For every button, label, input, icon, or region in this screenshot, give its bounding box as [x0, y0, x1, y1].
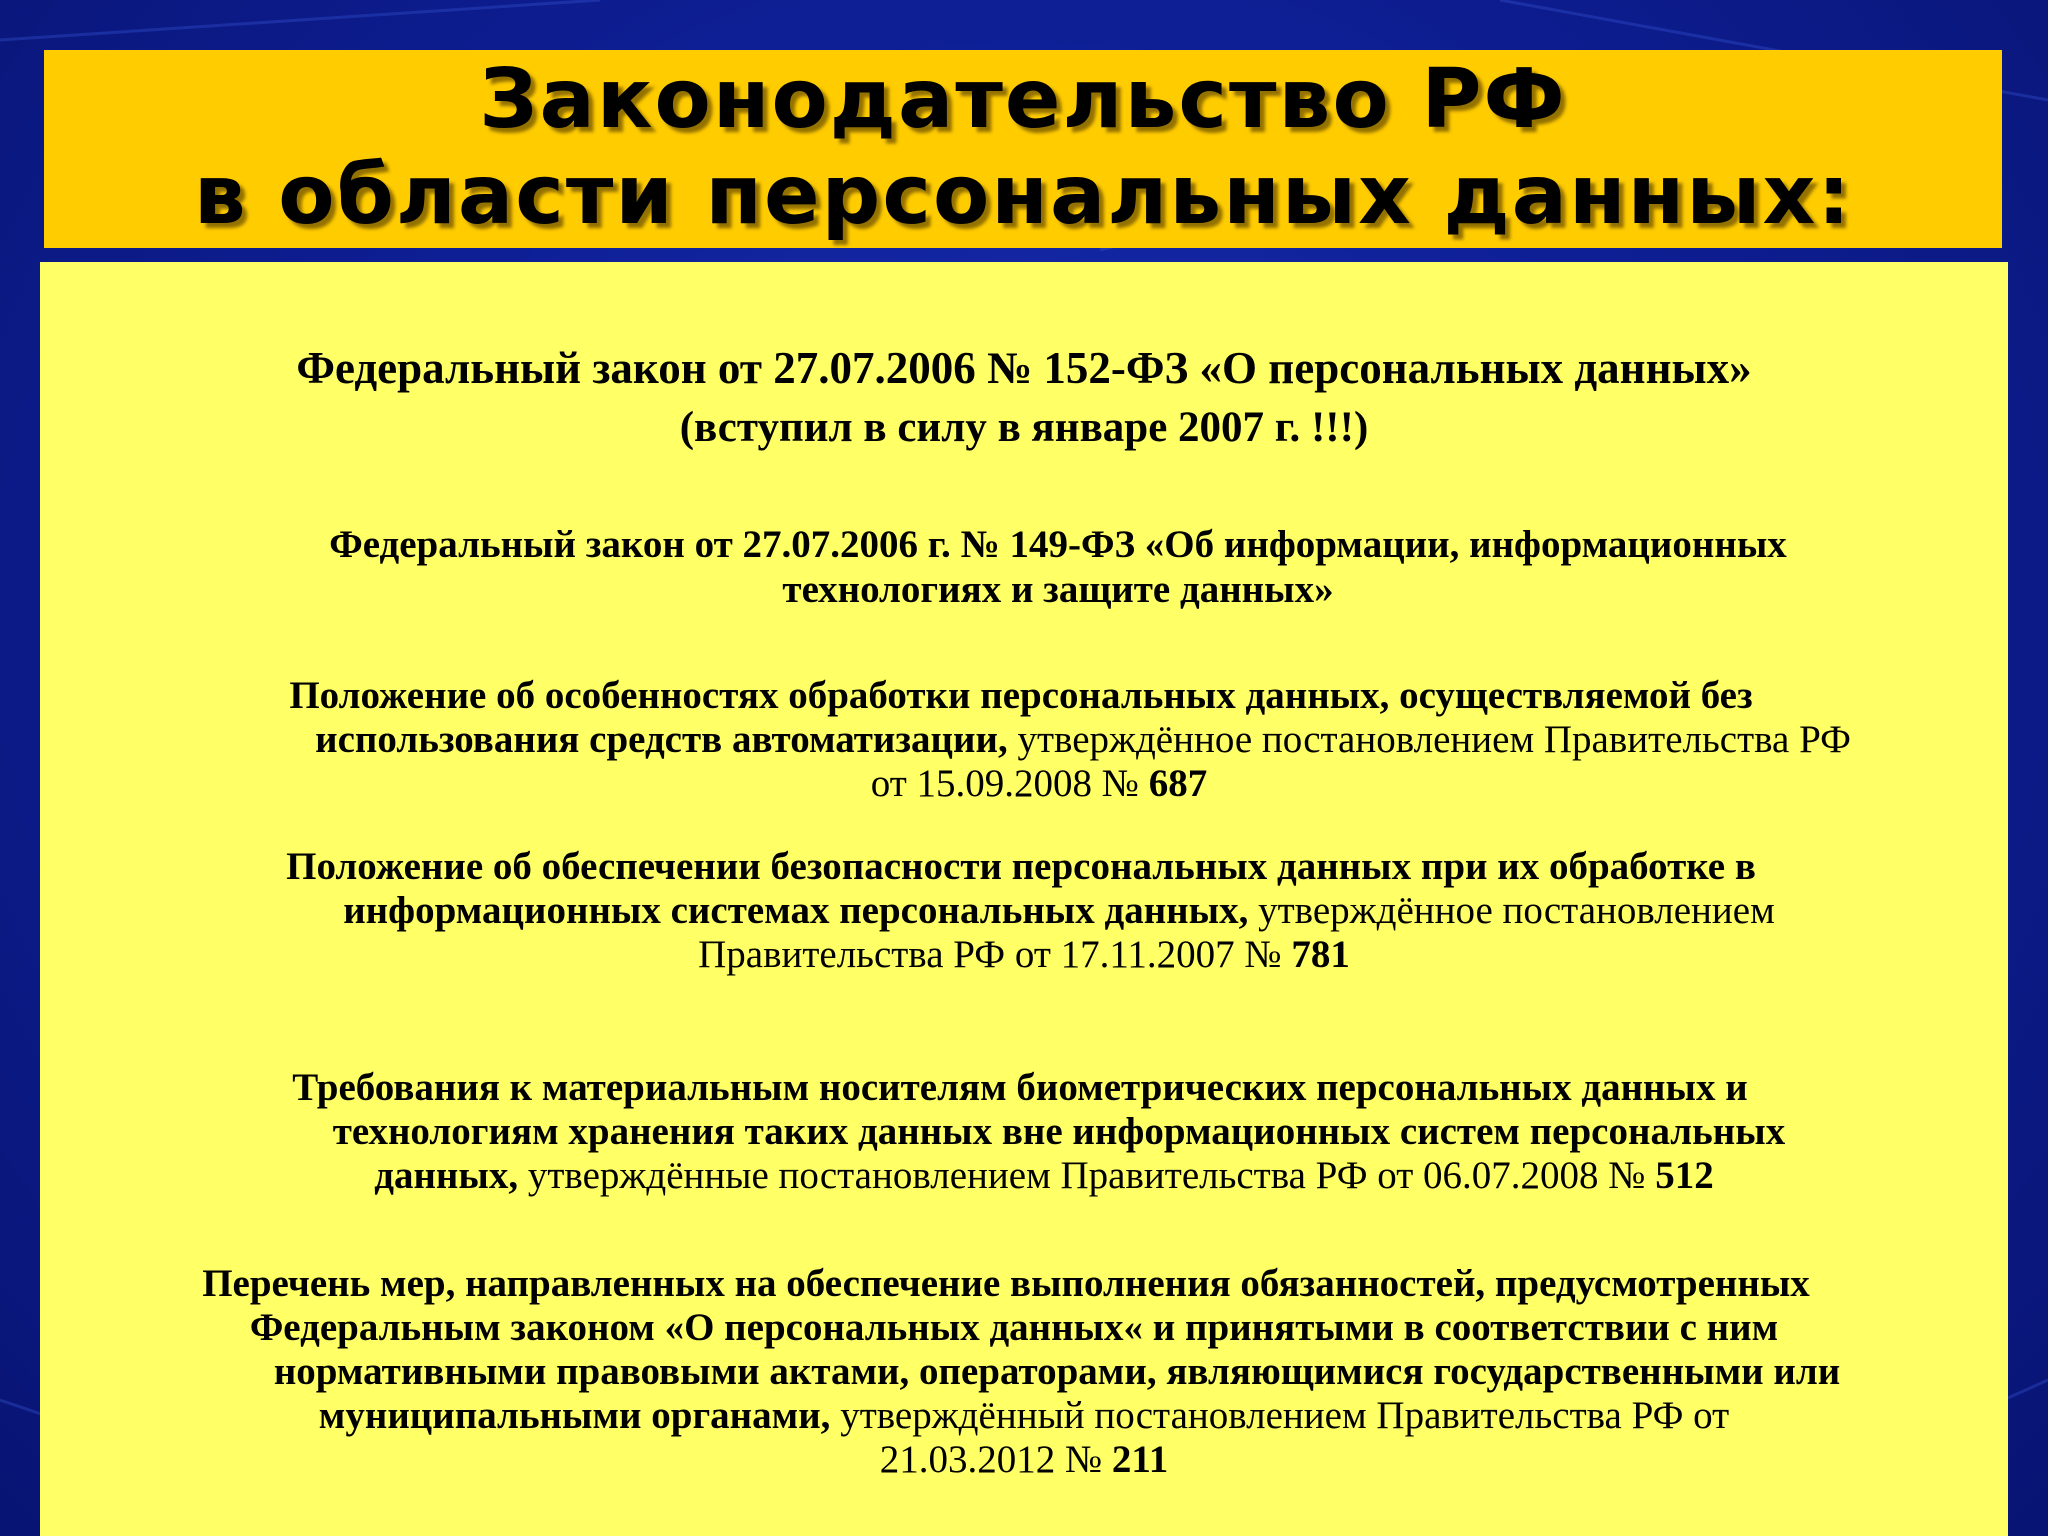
law-152-note: (вступил в силу в январе 2007 г. !!!) [679, 404, 1369, 451]
measures-211-line-1: Перечень мер, направленных на обеспечение выполнения обязанностей, предусмотренных [202, 1262, 1810, 1305]
title-line-2: в области персональных данных: [193, 148, 1853, 243]
measures-211-line-4: муниципальными органами, утверждённый постановлением Правительства РФ от [318, 1394, 1730, 1437]
regulation-781-line-2: информационных системах персональных данных, утверждённое постановлением [343, 889, 1775, 932]
regulation-781 [40, 845, 2008, 977]
measures-211-line-3: нормативными правовыми актами, операторами, являющимися государственными или [273, 1350, 1841, 1393]
requirements-512-line-1: Требования к материальным носителям биометрических персональных данных и [292, 1066, 1748, 1109]
law-152-fz [40, 338, 2008, 458]
requirements-512-line-3: данных, утверждённые постановлением Правительства РФ от 06.07.2008 № 512 [374, 1154, 1714, 1197]
measures-211-line-2: Федеральным законом «О персональных данных« и принятыми в соответствии с ним [249, 1306, 1779, 1349]
law-152-title: Федеральный закон от 27.07.2006 № 152-ФЗ «О персональных данных» [296, 343, 1752, 393]
law-149-line-1: Федеральный закон от 27.07.2006 г. № 149-ФЗ «Об информации, информационных [329, 523, 1787, 566]
regulation-687-line-1: Положение об особенностях обработки персональных данных, осуществляемой без [289, 674, 1753, 717]
content-panel [40, 262, 2008, 1536]
slide-title [44, 50, 2002, 248]
regulation-687 [40, 674, 2008, 806]
law-149-line-2: технологиях и защите данных» [782, 568, 1334, 611]
regulation-781-line-3: Правительства РФ от 17.11.2007 № 781 [698, 933, 1350, 976]
regulation-687-line-2: использования средств автоматизации, утверждённое постановлением Правительства РФ [315, 718, 1851, 761]
title-line-1: Законодательство РФ [479, 52, 1567, 147]
regulation-687-line-3: от 15.09.2008 № 687 [870, 762, 1208, 805]
regulation-781-line-1: Положение об обеспечении безопасности персональных данных при их обработке в [286, 845, 1756, 888]
requirements-512 [40, 1066, 2008, 1198]
measures-211-line-5: 21.03.2012 № 211 [879, 1438, 1169, 1481]
law-149-fz [40, 522, 2048, 612]
requirements-512-line-2: технологиям хранения таких данных вне информационных систем персональных [332, 1110, 1786, 1153]
measures-list-211 [40, 1262, 2008, 1482]
